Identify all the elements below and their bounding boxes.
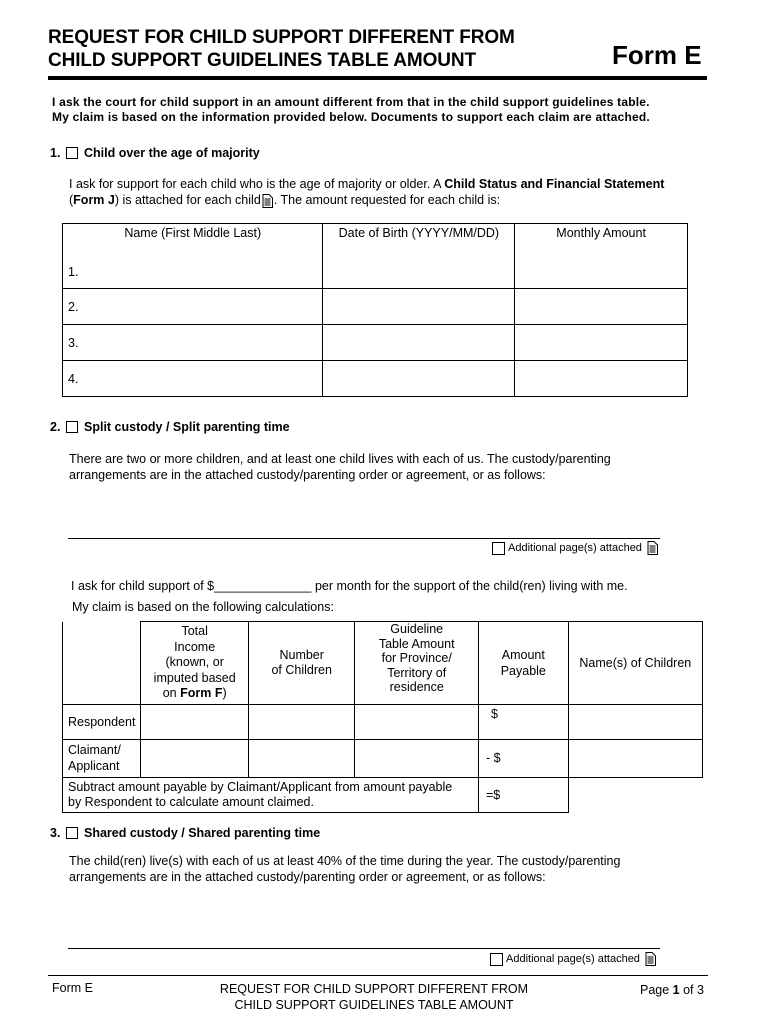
respondent-guideline-input[interactable] xyxy=(355,704,478,739)
dob-input-3[interactable] xyxy=(323,325,515,361)
section-3-text xyxy=(69,853,689,885)
section-2-writing-line[interactable] xyxy=(68,538,660,539)
income-h5: on xyxy=(162,686,181,700)
request-text-b: per month for the support of the child(ren) living with me. xyxy=(311,579,628,593)
section-3-title: Shared custody / Shared parenting time xyxy=(84,826,321,840)
s1-text-c: ( xyxy=(69,193,74,207)
section-1-table xyxy=(62,223,688,397)
amount-h2: Payable xyxy=(500,663,546,678)
claimant-guideline-input[interactable] xyxy=(355,739,478,777)
respondent-number-input[interactable] xyxy=(248,704,355,739)
footer-title xyxy=(200,981,548,1013)
s2-text-line-2: arrangements are in the attached custody/parenting order or agreement, or as follows: xyxy=(69,468,546,482)
form-tag: Form E xyxy=(612,40,702,70)
row-label-3: 3. xyxy=(63,325,323,361)
row-claimant xyxy=(63,739,141,777)
amount-input-3[interactable] xyxy=(515,325,688,361)
income-h4: imputed based xyxy=(153,670,236,685)
row-label-4: 4. xyxy=(63,361,323,397)
intro-line-2: My claim is based on the information provided below. Documents to support each claim are attached. xyxy=(52,110,650,124)
s3-text-line-2: arrangements are in the attached custody/parenting order or agreement, or as follows: xyxy=(69,870,546,884)
col-header-amount: Monthly Amount xyxy=(515,224,688,289)
row-respondent: Respondent xyxy=(63,704,141,739)
intro-line-1: I ask the court for child support in an amount different from that in the child support guidelines table. xyxy=(52,95,650,109)
s2-text-line-1: There are two or more children, and at least one child lives with each of us. The custody/parenting xyxy=(69,452,611,466)
col-header-name: Name (First Middle Last) xyxy=(124,226,262,240)
claimant-amount[interactable]: - $ xyxy=(478,739,568,777)
claimant-l2: Applicant xyxy=(68,759,120,773)
income-h1: Total xyxy=(181,624,208,638)
row-label-2: 2. xyxy=(63,289,323,325)
intro-text xyxy=(52,95,650,125)
number-h2: of Children xyxy=(271,662,332,677)
result-amount[interactable]: =$ xyxy=(478,777,568,812)
page-title xyxy=(48,26,515,72)
number-h1: Number xyxy=(279,647,324,662)
footer-rule xyxy=(48,975,708,976)
guideline-h3: for Province/ xyxy=(381,651,452,665)
additional-pages-label: Additional page(s) attached xyxy=(508,542,642,554)
section-3-heading xyxy=(50,826,320,840)
amount-input-2[interactable] xyxy=(515,289,688,325)
s1-text-a: I ask for support for each child who is the age of majority or older. A xyxy=(69,177,445,191)
title-line-1: REQUEST FOR CHILD SUPPORT DIFFERENT FROM xyxy=(48,27,515,48)
additional-pages-label: Additional page(s) attached xyxy=(506,953,640,965)
claim-basis: My claim is based on the following calculations: xyxy=(72,600,334,614)
income-h3: (known, or xyxy=(165,655,224,669)
respondent-income-input[interactable] xyxy=(141,704,249,739)
request-text-a: I ask for child support of $ xyxy=(71,579,215,593)
dob-input-4[interactable] xyxy=(323,361,515,397)
s1-text-f: . The amount requested for each child is: xyxy=(273,193,501,207)
page-number xyxy=(640,983,704,997)
section-2-additional-checkbox[interactable] xyxy=(492,542,505,555)
claimant-names-input[interactable] xyxy=(568,739,702,777)
section-2-table xyxy=(62,621,703,813)
guideline-h2: Table Amount xyxy=(378,636,455,651)
footer-title-2: CHILD SUPPORT GUIDELINES TABLE AMOUNT xyxy=(234,998,514,1012)
request-amount-blank[interactable]: ______________ xyxy=(214,579,312,593)
subtract-l1: Subtract amount payable by Claimant/Applicant from amount payable xyxy=(68,779,453,794)
corner-cell xyxy=(63,622,141,705)
attachment-icon xyxy=(645,952,656,966)
income-h6: ) xyxy=(222,686,227,700)
guideline-h1: Guideline xyxy=(390,622,444,636)
income-form-ref: Form F xyxy=(180,686,223,700)
attachment-icon xyxy=(647,541,658,555)
col-header-guideline xyxy=(355,622,478,705)
section-2-request xyxy=(71,578,628,594)
section-2-checkbox[interactable] xyxy=(66,421,78,433)
attachment-icon xyxy=(262,194,273,208)
respondent-amount[interactable]: $ xyxy=(478,704,568,739)
col-header-number xyxy=(248,622,355,705)
col-header-dob: Date of Birth (YYYY/MM/DD) xyxy=(323,224,515,289)
s1-text-b: Child Status and Financial Statement xyxy=(444,177,665,191)
title-line-2: CHILD SUPPORT GUIDELINES TABLE AMOUNT xyxy=(48,50,477,71)
section-2-additional-pages xyxy=(492,541,658,555)
claimant-l1: Claimant/ xyxy=(68,743,121,757)
section-2-text xyxy=(69,451,689,483)
section-2-number: 2. xyxy=(50,420,61,434)
footer-form-label: Form E xyxy=(52,981,93,995)
section-2-title: Split custody / Split parenting time xyxy=(84,420,290,434)
page-prefix: Page xyxy=(640,983,673,997)
claimant-income-input[interactable] xyxy=(141,739,249,777)
section-1-checkbox[interactable] xyxy=(66,147,78,159)
row-label-1: 1. xyxy=(68,265,79,279)
s1-text-d: Form J xyxy=(73,193,115,207)
guideline-h4: Territory of xyxy=(387,665,447,680)
section-2-heading xyxy=(50,420,290,434)
subtract-l2: by Respondent to calculate amount claimed. xyxy=(68,794,314,809)
income-h2: Income xyxy=(174,639,216,654)
section-3-additional-pages xyxy=(490,952,656,966)
section-1-heading xyxy=(50,146,260,160)
amount-input-4[interactable] xyxy=(515,361,688,397)
col-header-names: Name(s) of Children xyxy=(568,622,702,705)
footer-title-1: REQUEST FOR CHILD SUPPORT DIFFERENT FROM xyxy=(219,982,529,996)
empty-cell xyxy=(568,777,702,812)
respondent-names-input[interactable] xyxy=(568,704,702,739)
col-header-amount-payable xyxy=(478,622,568,705)
page-current: 1 xyxy=(672,983,680,997)
claimant-number-input[interactable] xyxy=(248,739,355,777)
table-cell xyxy=(63,224,323,289)
section-3-writing-line[interactable] xyxy=(68,948,660,949)
section-1-text xyxy=(69,176,689,208)
section-1-title: Child over the age of majority xyxy=(84,146,260,160)
s1-text-e: ) is attached for each child xyxy=(114,193,261,207)
s3-text-line-1: The child(ren) live(s) with each of us at least 40% of the time during the year. The custody/parenting xyxy=(69,854,621,868)
col-header-income xyxy=(141,622,249,705)
dob-input-2[interactable] xyxy=(323,289,515,325)
subtract-instruction xyxy=(63,777,479,812)
section-3-additional-checkbox[interactable] xyxy=(490,953,503,966)
amount-h1: Amount xyxy=(501,647,545,662)
page-suffix: of 3 xyxy=(679,983,704,997)
section-1-number: 1. xyxy=(50,146,61,160)
guideline-h5: residence xyxy=(389,680,444,694)
header-rule xyxy=(48,76,707,80)
section-3-number: 3. xyxy=(50,826,61,840)
section-3-checkbox[interactable] xyxy=(66,827,78,839)
